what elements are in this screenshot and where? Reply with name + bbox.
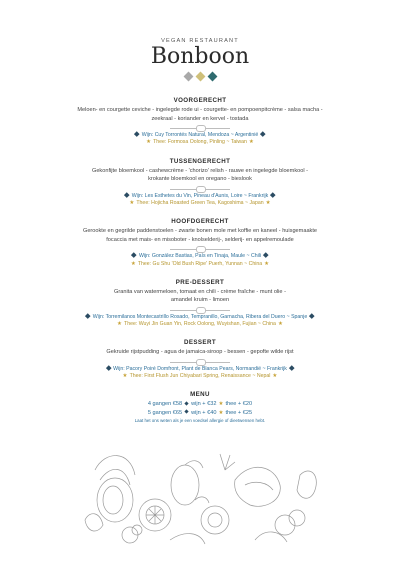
course-description (0, 167, 400, 184)
course-description (0, 106, 400, 123)
star-icon: ★ (248, 139, 254, 146)
brand-diamonds (0, 73, 400, 80)
price-row (0, 409, 400, 417)
diamond-icon (184, 401, 188, 405)
star-icon: ★ (277, 321, 283, 328)
course-section (0, 158, 400, 208)
tea-pairing-text: Thee: Wuyi Jin Guan Yin, Rock Oolong, Wuyishan, Fujian ~ China (124, 321, 276, 328)
price-wine: wijn + €32 (191, 401, 217, 408)
diamond-icon (195, 72, 205, 82)
divider-knot (196, 359, 206, 366)
diamond-icon (207, 72, 217, 82)
wine-pairing-text: Wijn: Pacory Poiré Domfront, Plant de Blanca Pears, Normandië ~ Frankrijk (113, 365, 287, 372)
divider-ornament (170, 186, 230, 192)
description-line: focaccia met mais- en misoboter - knolselderij-, selderij- en appelremoulade (106, 236, 294, 243)
course-title: VOORGERECHT (173, 97, 227, 104)
restaurant-subtitle: VEGAN RESTAURANT (161, 38, 239, 44)
diamond-icon (106, 365, 111, 370)
diamond-icon (86, 313, 91, 318)
star-icon: ★ (218, 401, 224, 408)
star-icon: ★ (129, 199, 135, 206)
divider-knot (196, 125, 206, 132)
description-line: krokante bloemkool en oregano - bieslook (148, 176, 252, 183)
diamond-icon (184, 410, 188, 414)
section-gap (0, 328, 400, 336)
description-line: Gekonfijte bloemkool - cashewcrème - 'chorizo' relish - rauwe en ingelegde bloemkool - (91, 167, 309, 174)
star-icon: ★ (130, 260, 136, 267)
course-title: DESSERT (183, 339, 217, 347)
star-icon: ★ (122, 373, 128, 380)
restaurant-name: Bonboon (150, 44, 250, 69)
tea-pairing (0, 261, 400, 268)
wine-pairing (0, 193, 400, 200)
star-icon: ★ (117, 321, 123, 328)
menu-courses (0, 94, 400, 423)
star-icon: ★ (218, 409, 224, 416)
price-tea: thee + €20 (225, 401, 253, 408)
course-section (0, 279, 400, 329)
price-list (0, 400, 400, 417)
description-line: Gekruide rijstpudding - agua de jamaica-siroop - bessen - gepofte wilde rijst (106, 349, 294, 356)
diamond-icon (289, 365, 294, 370)
menu-prices-title: MENU (190, 391, 210, 399)
diamond-icon (271, 192, 276, 197)
diamond-icon (261, 131, 266, 136)
diamond-icon (310, 313, 315, 318)
description-line: Gerookte en gegrilde paddenstoelen - zwarte bonen mole met koffie en kaneel - huisgemaakte (82, 228, 318, 235)
course-section (0, 218, 400, 268)
tea-pairing-text: Thee: Gu Shu 'Old Bush Ripe' Puerh, Yunnan ~ China (137, 260, 263, 267)
description-line: Meloen- en courgette ceviche - ingelegde rode ui - courgette- en pompoenpitcrème - salsa macha - (77, 107, 323, 113)
tea-pairing (0, 373, 400, 380)
price-row (0, 400, 400, 408)
description-line: zeekraal - koriander en kervel - tostada (151, 115, 249, 122)
diamond-icon (134, 131, 139, 136)
course-section (0, 339, 400, 380)
tea-pairing (0, 139, 400, 146)
section-gap (0, 207, 400, 215)
wine-pairing-text: Wijn: Torremilanos Montecastrillo Rosado, Tempranillo, Garnacha, Ribera del Duero ~ Spanje (92, 313, 308, 320)
section-gap (0, 380, 400, 388)
course-title: TUSSENGERECHT (169, 157, 231, 165)
star-icon: ★ (265, 199, 271, 206)
divider-knot (196, 186, 206, 193)
diamond-icon (183, 72, 193, 82)
tea-pairing-text: Thee: First Flush Jun Chiyabari Spring, Renaissance ~ Nepal (129, 373, 271, 380)
section-gap (0, 268, 400, 276)
divider-ornament (170, 246, 230, 252)
description-line: Granita van watermeloen, tomaat en chili - crème fraîche - munt olie - (114, 288, 286, 295)
tea-pairing (0, 200, 400, 207)
divider-knot (196, 246, 206, 253)
course-description (0, 227, 400, 244)
diamond-icon (124, 192, 129, 197)
price-tea: thee + €25 (225, 409, 253, 416)
diamond-icon (132, 253, 137, 258)
price-wine: wijn + €40 (191, 409, 217, 416)
tea-pairing (0, 321, 400, 328)
divider-ornament (170, 125, 230, 131)
wine-pairing-text: Wijn: González Bastias, País en Tinaja, Maule ~ Chili (138, 253, 262, 260)
course-description (0, 288, 400, 305)
price-courses: 5 gangen €65 (147, 409, 183, 416)
menu-prices-section (0, 391, 400, 423)
course-section (0, 97, 400, 147)
star-icon: ★ (272, 373, 278, 380)
allergy-note: Laat het ons weten als je een voedsel allergie of dieetwensen hebt. (134, 418, 266, 424)
price-courses: 4 gangen €58 (147, 401, 183, 408)
course-description (0, 348, 400, 357)
tea-pairing-text: Thee: Hojicha Roasted Green Tea, Kagoshima ~ Japan (136, 199, 264, 206)
botanical-illustration (75, 440, 325, 550)
tea-pairing-text: Thee: Formosa Oolong, Pinling ~ Taiwan (153, 139, 247, 146)
course-title: PRE-DESSERT (175, 278, 225, 286)
star-icon: ★ (264, 260, 270, 267)
diamond-icon (263, 253, 268, 258)
wine-pairing-text: Wijn: Les Esthetes du Vin, Pineau d'Aunis, Loire ~ Frankrijk (131, 192, 269, 199)
description-line: amandel kruim - limoen (170, 297, 230, 304)
wine-pairing (0, 253, 400, 260)
course-title: HOOFDGERECHT (171, 218, 229, 226)
divider-knot (196, 307, 206, 314)
section-gap (0, 147, 400, 155)
divider-ornament (170, 359, 230, 365)
wine-pairing-text: Wijn: Cuy Torrontés Natural, Mendoza ~ Argentinië (141, 132, 259, 139)
divider-ornament (170, 307, 230, 313)
star-icon: ★ (146, 139, 152, 146)
